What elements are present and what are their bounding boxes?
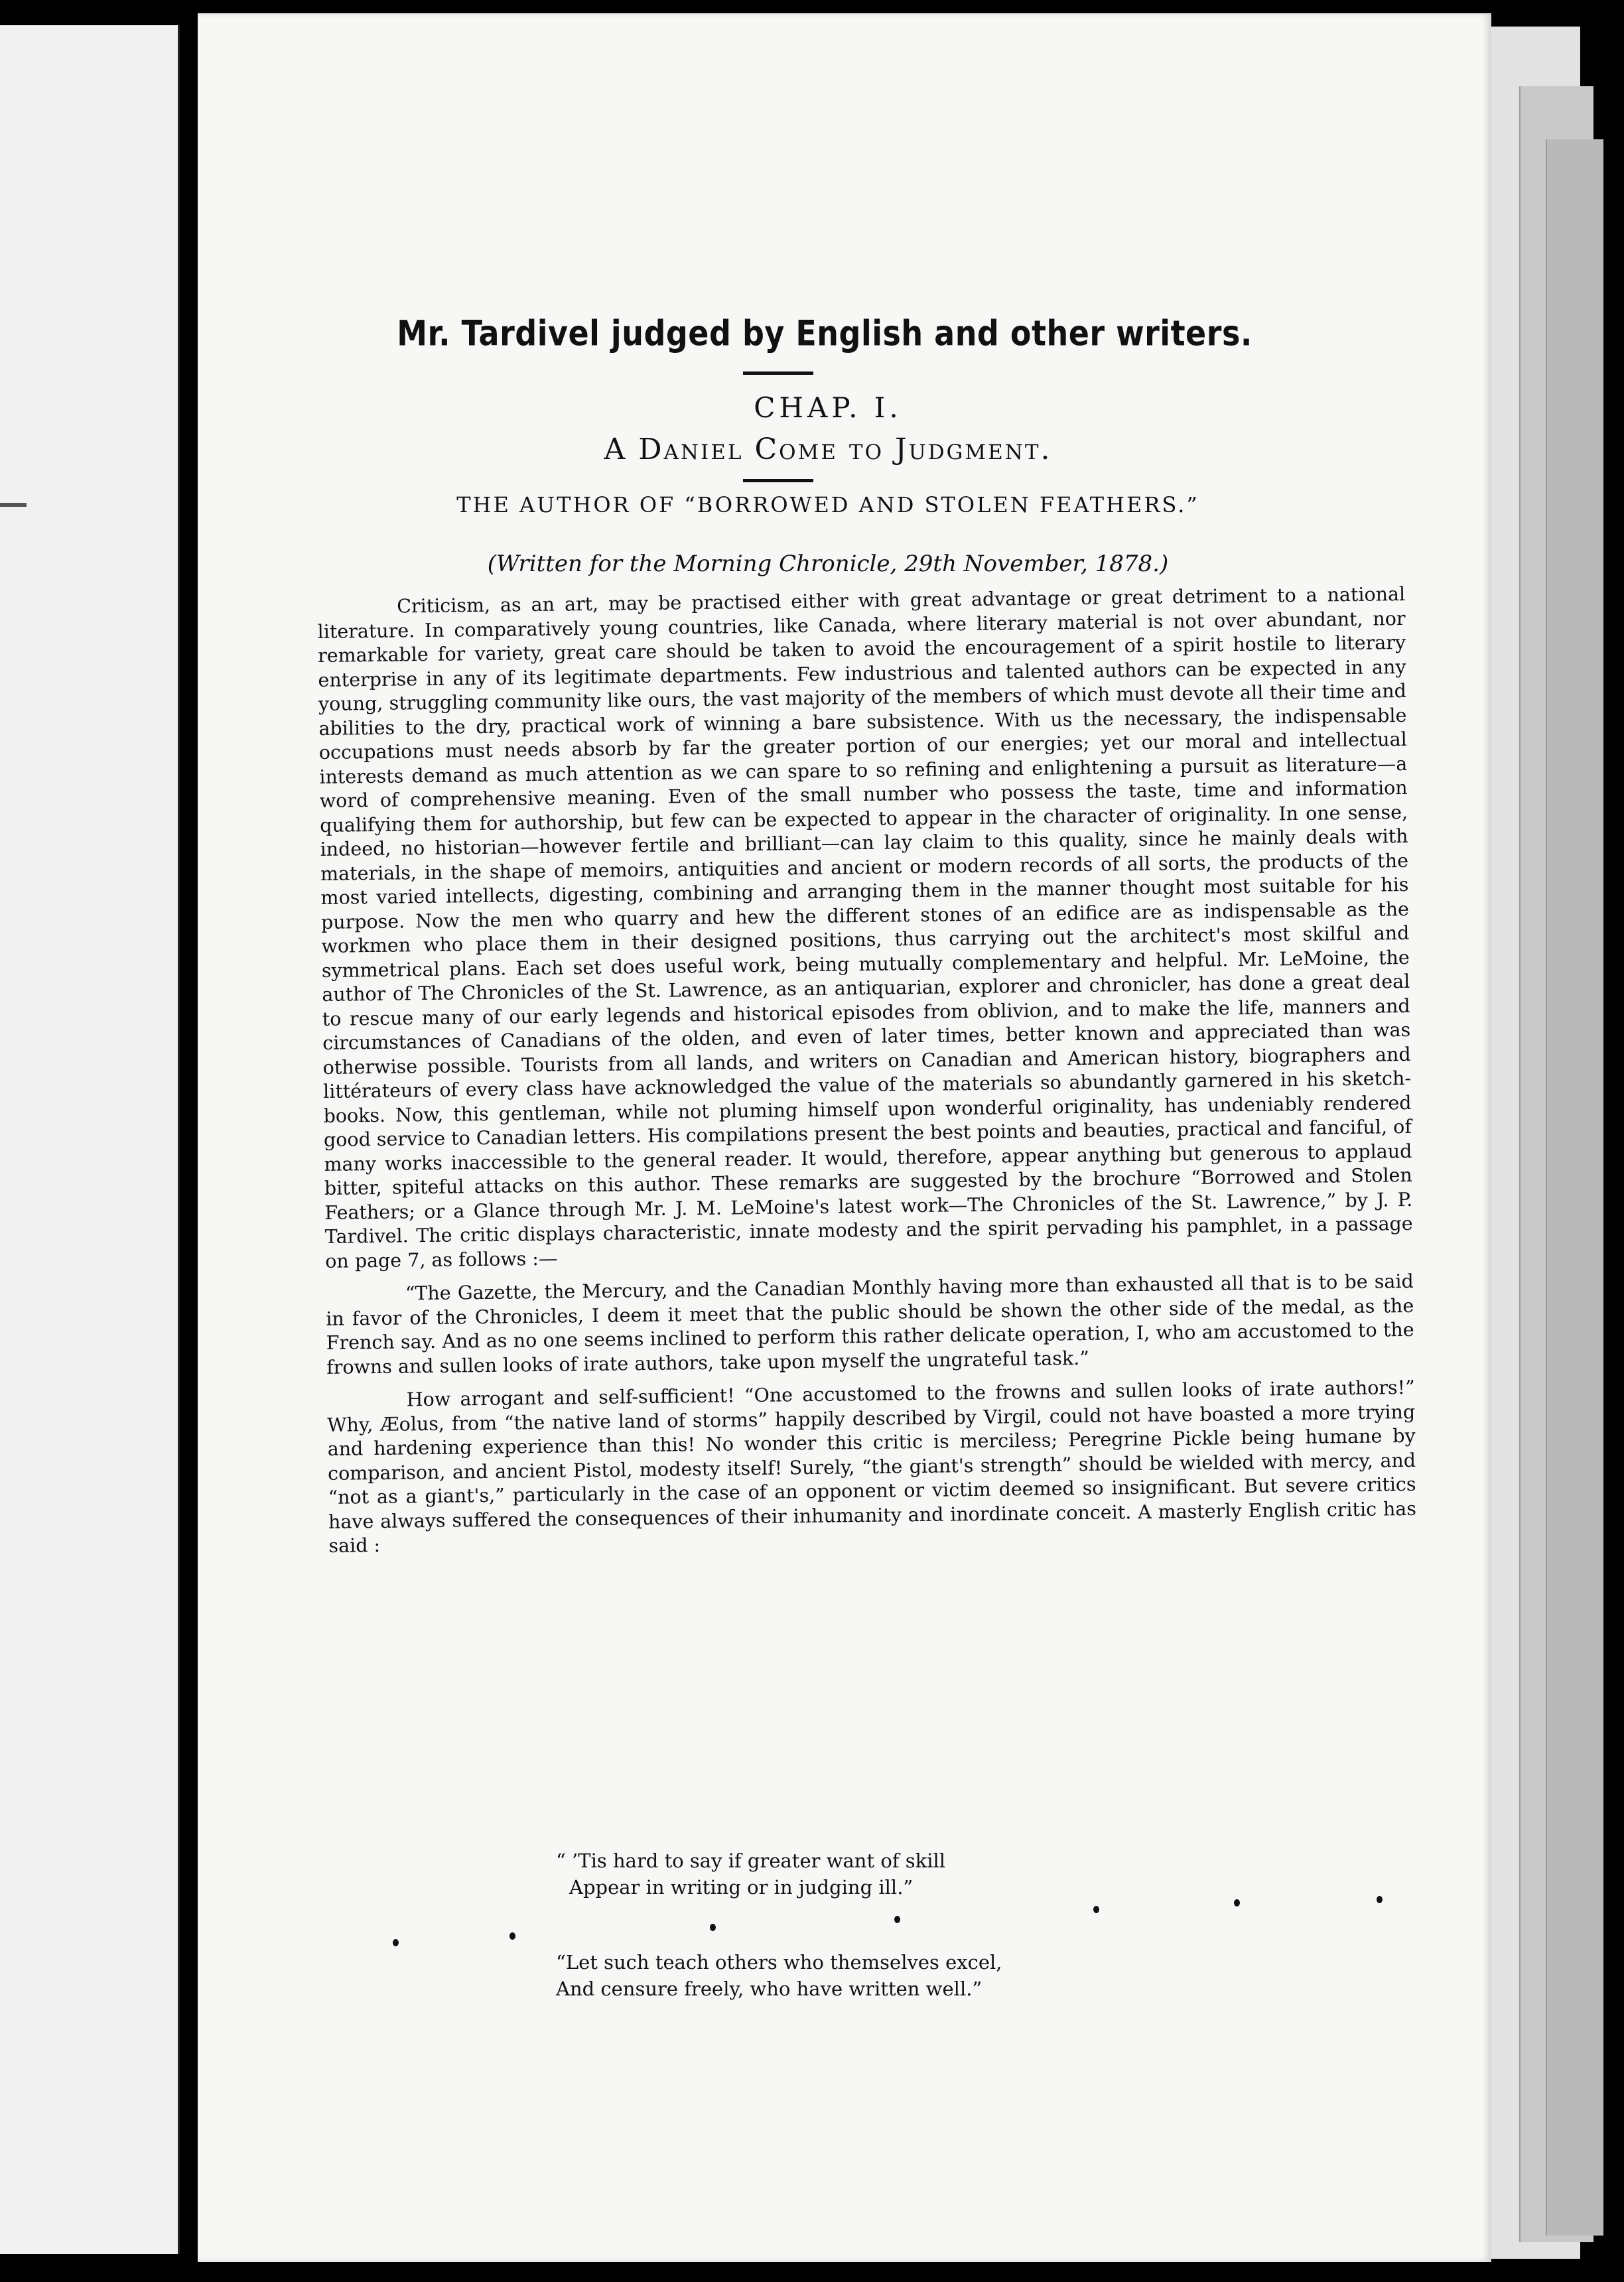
document-page [198,13,1491,2262]
body-paragraph: Criticism, as an art, may be practised either with great advantage or great detriment to a national literature. In comparatively young countries, like Canada, where literary material is not over abundant, nor remarkable for variety, great care should be taken to avoid the encouragement of a spirit hostile to literary enterprise in any of its legitimate departments. Few industrious and talented authors can be expected in any young, struggling community like ours, the vast majority of the members of which must devote all their time and abilities to the dry, practical work of winning a bare subsistence. With us the necessary, the indispensable occupations must needs absorb by far the greater portion of our energies; yet our moral and intellectual interests demand as much attention as we can spare to so refining and enlightening a pursuit as literature—a word of comprehensive meaning. Even of the small number who possess the taste, time and information qualifying them for authorship, but few can be expected to appear in the character of originality. In one sense, indeed, no historian—however fertile and brilliant—can lay claim to this quality, since he mainly deals with materials, in the shape of memoirs, antiquities and ancient or modern records of all sorts, the products of the most varied intellects, digesting, combining and arranging them in the manner thought most suitable for his purpose. Now the men who quarry and hew the different stones of an edifice are as indispensable as the workmen who place them in their designed positions, thus carrying out the architect's most skilful and symmetrical plans. Each set does useful work, being mutually complementary and helpful. Mr. LeMoine, the author of The Chronicles of the St. Lawrence, as an antiquarian, explorer and chronicler, has done a great deal to rescue many of our early legends and historical episodes from oblivion, and to make the life, manners and circumstances of Canadians of the olden, and even of later times, better known and appreciated than was otherwise possible. Tourists from all lands, and writers on Canadian and American history, biographers and littérateurs of every class have acknowledged the value of the materials so abundantly garnered in his sketch-books. Now, this gentleman, while not pluming himself upon wonderful originality, has undeniably rendered good service to Canadian letters. His compilations present the best points and beauties, practical and fanciful, of many works inaccessible to the general reader. It would, therefore, appear anything but generous to applaud bitter, spiteful attacks on this author. These remarks are suggested by the brochure “Borrowed and Stolen Feathers; or a Glance through Mr. J. M. LeMoine's latest work—The Chronicles of the St. Lawrence,” by J. P. Tardivel. The critic displays characteristic, innate modesty and the spirit pervading his pamphlet, in a passage on page 7, as follows :— [317,582,1413,1272]
page-stack-edge [1546,139,1603,2236]
verse-line: “Let such teach others who themselves excel, [556,1951,1002,1974]
quoted-paragraph: “The Gazette, the Mercury, and the Canadian Monthly having more than exhausted all that is to be said in favor of the Chronicles, I deem it meet that the public should be shown the other side of the medal, as the French say. And as no one seems inclined to perform this rather delicate operation, I, who am accustomed to the frowns and sullen looks of irate authors, take upon myself the ungrateful task.” [326,1270,1414,1378]
ornament-dot [509,1932,515,1940]
source-note: (Written for the Morning Chronicle, 29th November, 1878.) [487,551,1169,577]
ornament-dot [894,1916,900,1923]
chapter-title: A Daniel Come to Judgment. [604,433,1052,466]
page-heading: Mr. Tardivel judged by English and other writers. [397,312,1252,354]
verse-line: And censure freely, who have written well.” [556,1978,982,2000]
chapter-number: CHAP. I. [754,391,902,424]
page-mark [0,503,27,507]
author-line: THE AUTHOR OF “BORROWED AND STOLEN FEATHERS.” [456,492,1199,517]
article-body [317,582,1417,1568]
ornament-dot [710,1924,716,1931]
ornament-dot [393,1939,399,1946]
heading-rule [743,371,813,375]
ornament-dot [1234,1899,1240,1907]
body-paragraph: How arrogant and self-sufficient! “One accustomed to the frowns and sullen looks of irate authors!” Why, Æolus, from “the native land of storms” happily described by Virgil, could not have boasted a more trying and hardening experience than this! No wonder this critic is merciless; Peregrine Pickle being humane by comparison, and ancient Pistol, modesty itself! Surely, “the giant's strength” should be wielded with mercy, and “not as a giant's,” particularly in the case of an opponent or victim deemed so insignificant. But severe critics have always suffered the consequences of their inhumanity and inordinate conceit. A masterly English critic has said : [327,1376,1417,1557]
chapter-rule [743,479,813,482]
facing-page-edge [0,25,180,2254]
ornament-dot [1377,1896,1383,1903]
verse-line: Appear in writing or in judging ill.” [569,1876,914,1899]
verse-line: “ ’Tis hard to say if greater want of skill [556,1849,946,1872]
page-content [198,13,1491,2262]
ornament-dot [1093,1906,1099,1913]
